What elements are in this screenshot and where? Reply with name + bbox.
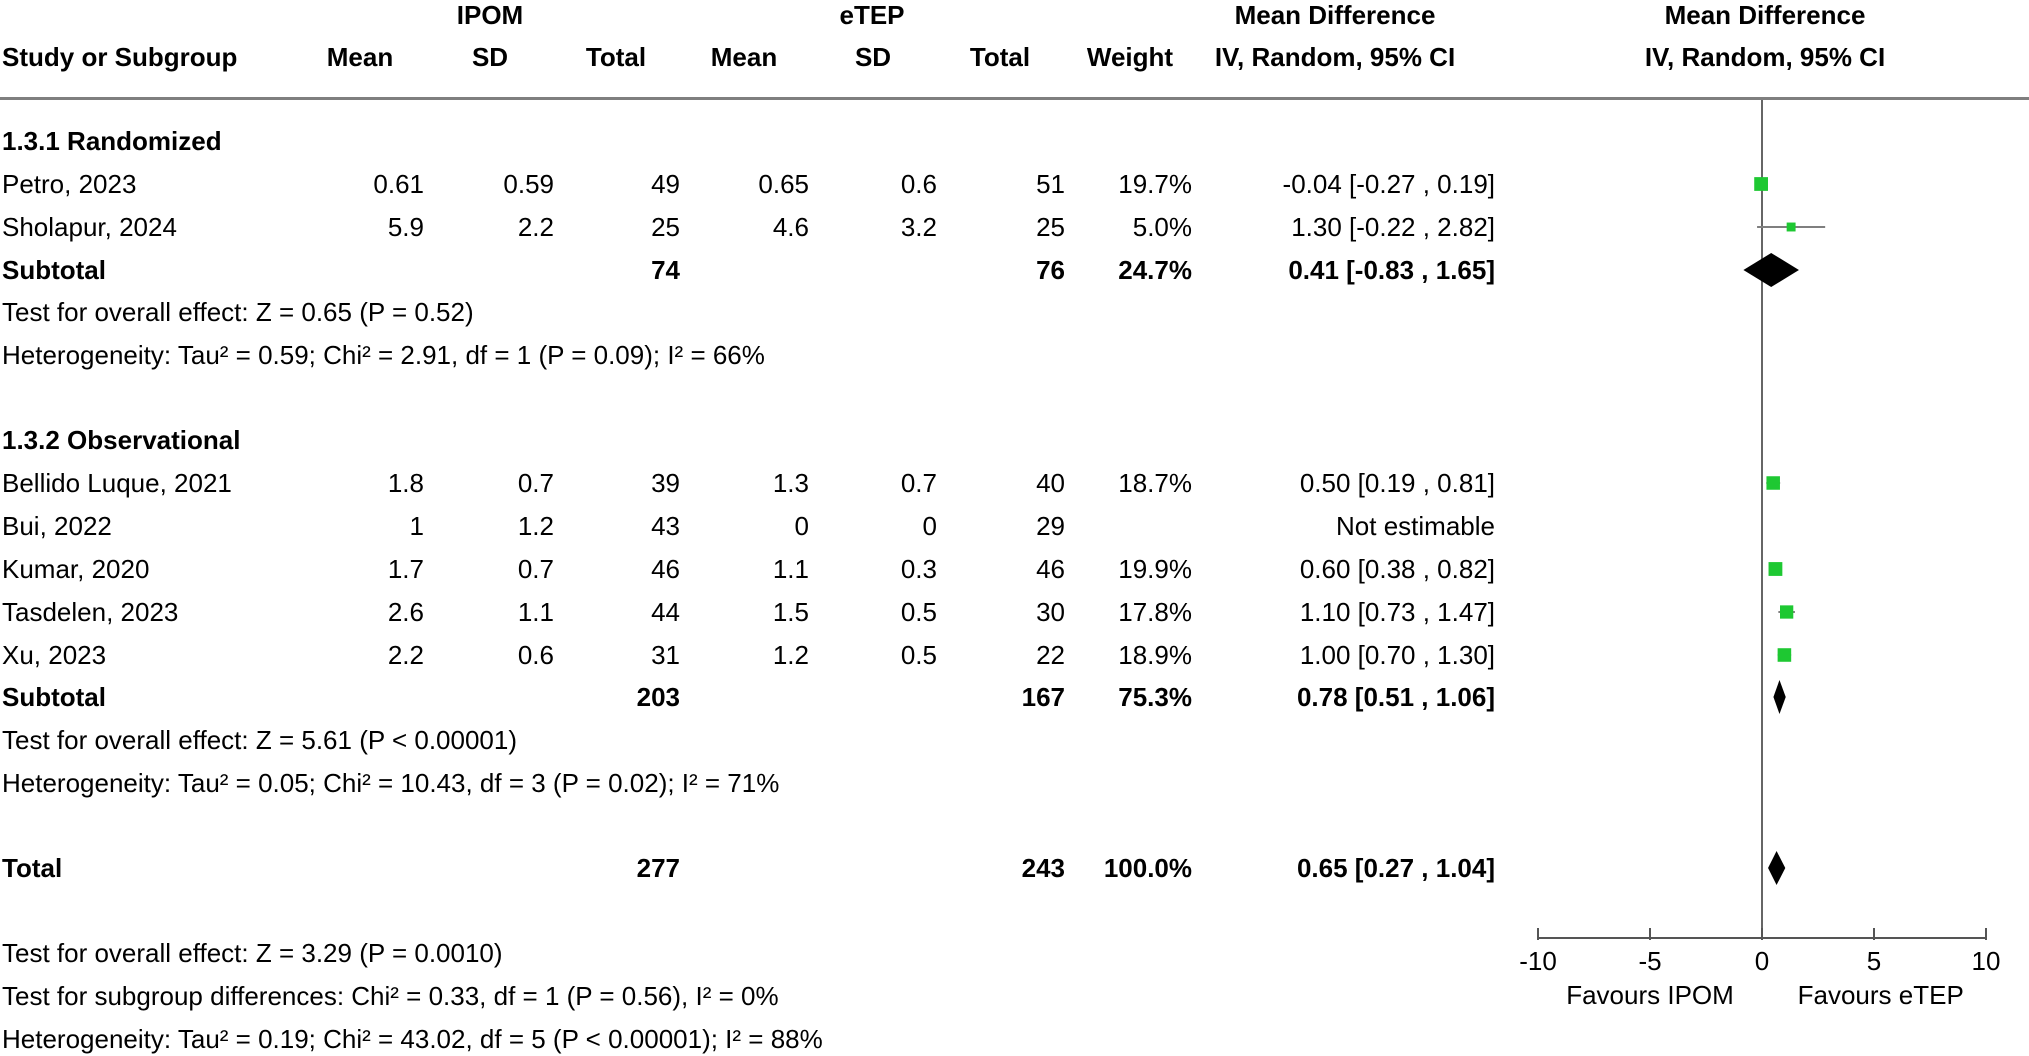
etep-mean: 1.1 bbox=[772, 554, 809, 584]
total-md-ci: 0.65 [0.27 , 1.04] bbox=[1296, 853, 1495, 883]
study-name: Xu, 2023 bbox=[2, 640, 107, 670]
favours-ipom-label: Favours IPOM bbox=[1566, 980, 1734, 1010]
pooled-diamond bbox=[1768, 851, 1785, 885]
pooled-diamond bbox=[1773, 680, 1785, 714]
subgroup-title: 1.3.2 Observational bbox=[2, 425, 241, 455]
etep-mean-header: Mean bbox=[710, 42, 778, 72]
ipom-sd: 1.1 bbox=[517, 597, 554, 627]
heterogeneity-text: Heterogeneity: Tau² = 0.59; Chi² = 2.91, df = 1 (P = 0.09); I² = 66% bbox=[2, 340, 765, 370]
total-weight: 100.0% bbox=[1103, 853, 1192, 883]
subtotal-label: Subtotal bbox=[2, 255, 106, 285]
heterogeneity-text: Heterogeneity: Tau² = 0.19; Chi² = 43.02, df = 5 (P < 0.00001); I² = 88% bbox=[2, 1024, 823, 1054]
ipom-mean: 1.7 bbox=[387, 554, 424, 584]
etep-total: 22 bbox=[1036, 640, 1065, 670]
study-name: Bellido Luque, 2021 bbox=[2, 468, 232, 498]
etep-group-header: eTEP bbox=[839, 0, 905, 30]
x-tick-label: 10 bbox=[1971, 946, 2001, 976]
ipom-total: 43 bbox=[651, 511, 680, 541]
ipom-total: 46 bbox=[651, 554, 680, 584]
total-etep-total: 243 bbox=[1021, 853, 1065, 883]
md-ci-value: 0.50 [0.19 , 0.81] bbox=[1299, 468, 1495, 498]
etep-total: 29 bbox=[1036, 511, 1065, 541]
weight-value: 5.0% bbox=[1132, 212, 1192, 242]
md-ci-value: 1.30 [-0.22 , 2.82] bbox=[1291, 212, 1495, 242]
etep-mean: 4.6 bbox=[772, 212, 809, 242]
etep-mean: 1.5 bbox=[772, 597, 809, 627]
study-marker bbox=[1766, 476, 1780, 490]
study-marker bbox=[1780, 605, 1793, 618]
study-name: Petro, 2023 bbox=[2, 169, 137, 199]
ipom-total: 49 bbox=[651, 169, 680, 199]
subtotal-label: Subtotal bbox=[2, 682, 106, 712]
study-column-header: Study or Subgroup bbox=[2, 42, 238, 72]
study-name: Bui, 2022 bbox=[2, 511, 112, 541]
etep-total: 46 bbox=[1036, 554, 1065, 584]
x-tick-label: -5 bbox=[1638, 946, 1662, 976]
etep-sd: 0.6 bbox=[900, 169, 937, 199]
etep-mean: 0 bbox=[794, 511, 809, 541]
subgroup-differences-text: Test for subgroup differences: Chi² = 0.33, df = 1 (P = 0.56), I² = 0% bbox=[2, 981, 779, 1011]
x-tick-label: 0 bbox=[1754, 946, 1770, 976]
pooled-diamond bbox=[1743, 253, 1799, 287]
etep-sd: 0.5 bbox=[900, 597, 937, 627]
study-name: Tasdelen, 2023 bbox=[2, 597, 179, 627]
weight-value: 18.9% bbox=[1118, 640, 1192, 670]
ipom-total: 44 bbox=[651, 597, 680, 627]
overall-effect-text: Test for overall effect: Z = 5.61 (P < 0.00001) bbox=[2, 725, 517, 755]
ipom-total: 31 bbox=[651, 640, 680, 670]
etep-sd: 0.3 bbox=[900, 554, 937, 584]
ipom-sd-header: SD bbox=[471, 42, 509, 72]
etep-mean: 1.3 bbox=[772, 468, 809, 498]
md-ci-value: 0.60 [0.38 , 0.82] bbox=[1299, 554, 1495, 584]
subtotal-etep-total: 76 bbox=[1036, 255, 1065, 285]
ipom-mean: 1.8 bbox=[387, 468, 424, 498]
study-marker bbox=[1754, 177, 1768, 191]
study-marker bbox=[1787, 223, 1796, 232]
weight-value: 18.7% bbox=[1118, 468, 1192, 498]
md-ci-value: 1.10 [0.73 , 1.47] bbox=[1299, 597, 1495, 627]
weight-value: 17.8% bbox=[1118, 597, 1192, 627]
subtotal-weight: 75.3% bbox=[1118, 682, 1192, 712]
md-ci-value: -0.04 [-0.27 , 0.19] bbox=[1282, 169, 1495, 199]
ipom-sd: 0.6 bbox=[517, 640, 554, 670]
md-ci-value: 1.00 [0.70 , 1.30] bbox=[1299, 640, 1495, 670]
subtotal-ipom-total: 203 bbox=[636, 682, 680, 712]
ipom-total: 39 bbox=[651, 468, 680, 498]
ipom-sd: 0.7 bbox=[517, 468, 554, 498]
weight-value: 19.9% bbox=[1118, 554, 1192, 584]
weight-header: Weight bbox=[1086, 42, 1174, 72]
study-name: Sholapur, 2024 bbox=[2, 212, 177, 242]
subtotal-weight: 24.7% bbox=[1118, 255, 1192, 285]
etep-mean: 1.2 bbox=[772, 640, 809, 670]
etep-sd: 3.2 bbox=[900, 212, 937, 242]
heterogeneity-text: Heterogeneity: Tau² = 0.05; Chi² = 10.43, df = 3 (P = 0.02); I² = 71% bbox=[2, 768, 780, 798]
etep-sd: 0.5 bbox=[900, 640, 937, 670]
ipom-mean: 5.9 bbox=[387, 212, 424, 242]
weight-value: 19.7% bbox=[1118, 169, 1192, 199]
ipom-mean: 2.6 bbox=[387, 597, 424, 627]
overall-effect-text: Test for overall effect: Z = 3.29 (P = 0.0010) bbox=[2, 938, 503, 968]
md-column-title: Mean Difference bbox=[1234, 0, 1436, 30]
ipom-sd: 0.59 bbox=[503, 169, 554, 199]
etep-total: 30 bbox=[1036, 597, 1065, 627]
etep-total: 40 bbox=[1036, 468, 1065, 498]
subtotal-md-ci: 0.41 [-0.83 , 1.65] bbox=[1288, 255, 1495, 285]
plot-column-title: Mean Difference bbox=[1664, 0, 1866, 30]
overall-effect-text: Test for overall effect: Z = 0.65 (P = 0.52) bbox=[2, 297, 474, 327]
ipom-total: 25 bbox=[651, 212, 680, 242]
total-label: Total bbox=[2, 853, 63, 883]
etep-total: 25 bbox=[1036, 212, 1065, 242]
ipom-sd: 1.2 bbox=[517, 511, 554, 541]
md-ci-value: Not estimable bbox=[1336, 511, 1495, 541]
subtotal-ipom-total: 74 bbox=[651, 255, 680, 285]
ipom-sd: 0.7 bbox=[517, 554, 554, 584]
subgroup-title: 1.3.1 Randomized bbox=[2, 126, 222, 156]
subtotal-etep-total: 167 bbox=[1021, 682, 1065, 712]
ipom-sd: 2.2 bbox=[517, 212, 554, 242]
study-marker bbox=[1778, 648, 1792, 662]
study-marker bbox=[1769, 562, 1783, 576]
ipom-mean: 1 bbox=[409, 511, 424, 541]
etep-sd-header: SD bbox=[854, 42, 892, 72]
ipom-group-header: IPOM bbox=[456, 0, 524, 30]
etep-total: 51 bbox=[1036, 169, 1065, 199]
md-method-header: IV, Random, 95% CI bbox=[1214, 42, 1456, 72]
subtotal-md-ci: 0.78 [0.51 , 1.06] bbox=[1296, 682, 1495, 712]
ipom-mean-header: Mean bbox=[326, 42, 394, 72]
favours-etep-label: Favours eTEP bbox=[1797, 980, 1964, 1010]
ipom-total-header: Total bbox=[585, 42, 647, 72]
study-name: Kumar, 2020 bbox=[2, 554, 150, 584]
etep-sd: 0.7 bbox=[900, 468, 937, 498]
etep-mean: 0.65 bbox=[758, 169, 809, 199]
x-tick-label: 5 bbox=[1866, 946, 1882, 976]
ipom-mean: 2.2 bbox=[387, 640, 424, 670]
etep-sd: 0 bbox=[922, 511, 937, 541]
x-tick-label: -10 bbox=[1519, 946, 1557, 976]
ipom-mean: 0.61 bbox=[373, 169, 424, 199]
total-ipom-total: 277 bbox=[636, 853, 680, 883]
etep-total-header: Total bbox=[969, 42, 1031, 72]
plot-method-header: IV, Random, 95% CI bbox=[1644, 42, 1886, 72]
